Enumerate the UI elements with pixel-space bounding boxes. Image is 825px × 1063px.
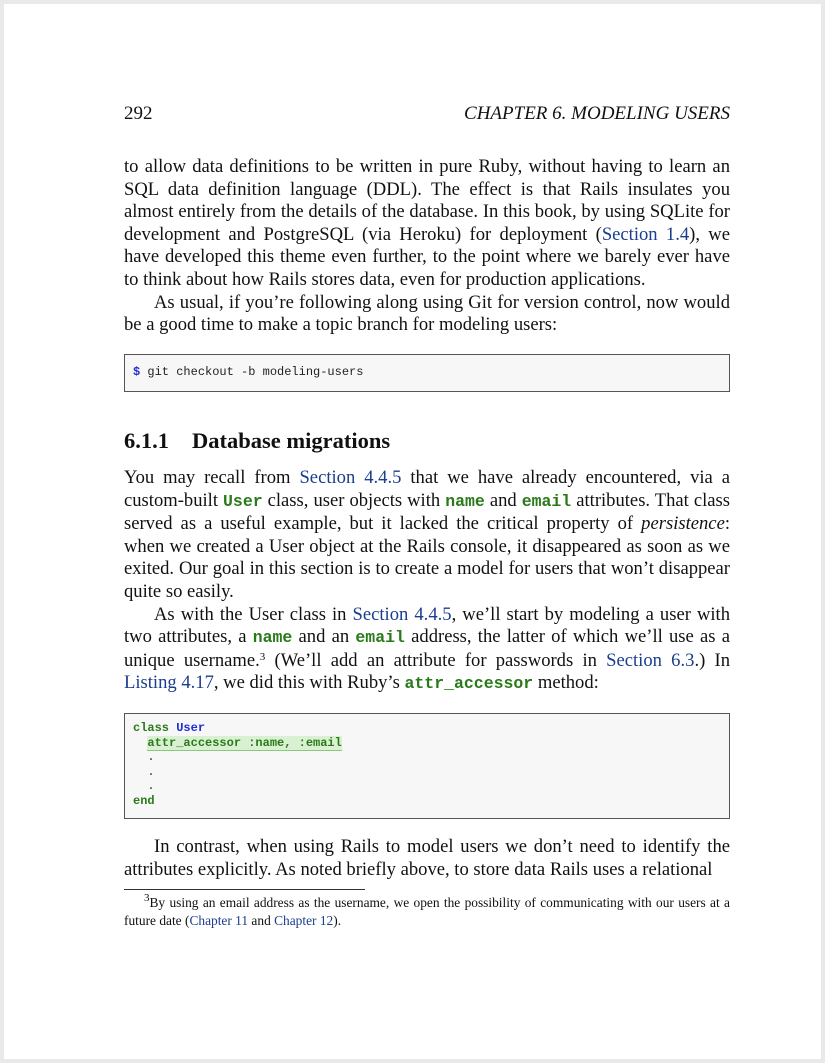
link-section-4-4-5[interactable]: Section 4.4.5 bbox=[352, 603, 452, 625]
book-page bbox=[4, 4, 821, 1059]
section-number: 6.1.1 bbox=[124, 428, 169, 453]
page-number: 292 bbox=[124, 103, 153, 124]
code-line: . bbox=[147, 779, 155, 794]
footnote-marker[interactable]: 3 bbox=[259, 650, 266, 663]
section-title: Database migrations bbox=[192, 428, 391, 453]
link-chapter-11[interactable]: Chapter 11 bbox=[189, 912, 249, 928]
footnote-rule bbox=[124, 889, 365, 890]
code-email: email bbox=[521, 491, 572, 511]
code-user: User bbox=[223, 491, 263, 511]
code-line: . bbox=[147, 750, 155, 765]
paragraph-text: to allow data definitions to be written in pure Ruby, without having to learn an SQL data definition language (DDL). The effect is that Rails insulates you almost entirely from the details of the database. In this book, by using SQLite for development and PostgreSQL (via Heroku) for deployment ( bbox=[124, 156, 730, 245]
paragraph-5: In contrast, when using Rails to model users we don’t need to identify the attributes explicitly. As noted briefly above, to store data Rails uses a relational bbox=[124, 836, 730, 880]
code-line: class User bbox=[133, 721, 206, 735]
code-name: name bbox=[252, 628, 293, 648]
code-block-user-class bbox=[124, 713, 730, 819]
footnote: $^3$By using an email address as the username, we open the possibility of communicating with our users at a future date (Chapter 11 and Chapter 12). bbox=[124, 892, 730, 928]
paragraph-text: As usual, if you’re following along using Git for version control, now would be a good time to make a topic branch for modeling users: bbox=[124, 291, 730, 336]
shell-command: git checkout -b modeling-users bbox=[140, 365, 364, 379]
link-listing-4-17[interactable]: Listing 4.17 bbox=[124, 672, 214, 694]
footnote-number: 3 bbox=[144, 892, 150, 904]
code-line: end bbox=[133, 793, 155, 808]
link-section-6-3[interactable]: Section 6.3 bbox=[606, 649, 695, 671]
code-name: name bbox=[445, 491, 485, 511]
paragraph-3: You may recall from Section 4.4.5 that we have already encountered, via a custom-built User class, user objects with name and email attributes. That class served as a useful example, but it lacked the critical property of persistence: when we created a User object at the Rails console, it disappeared as soon as we exited. Our goal in this section is to create a model for users that won’t disappear quite so easily. bbox=[124, 467, 731, 602]
code-email: email bbox=[355, 628, 405, 648]
paragraph-2 bbox=[124, 292, 730, 337]
chapter-title: CHAPTER 6. MODELING USERS bbox=[464, 103, 730, 124]
paragraph-4: As with the User class in Section 4.4.5, we’ll start by modeling a user with two attributes, a name and an email address, the latter of which we’ll use as a unique username.$^3$ (We’ll add an attribute for passwords in Section 6.3.) In Listing 4.17, we did this with Ruby’s attr_accessor method: bbox=[124, 603, 731, 694]
code-attr-accessor: attr_accessor bbox=[404, 674, 534, 694]
link-chapter-12[interactable]: Chapter 12 bbox=[274, 912, 334, 928]
shell-prompt: $ bbox=[133, 365, 141, 379]
emphasis-persistence: persistence bbox=[641, 513, 725, 535]
section-heading bbox=[124, 428, 390, 454]
link-section-4-4-5[interactable]: Section 4.4.5 bbox=[299, 467, 402, 488]
link-section-1-4[interactable]: Section 1.4 bbox=[601, 223, 690, 245]
code-line: . bbox=[147, 764, 155, 779]
code-block-git bbox=[124, 354, 730, 392]
paragraph-text: ), we have developed this theme even further, to the point where we barely ever have to think about how Rails stores data, even for production applications. bbox=[124, 223, 730, 290]
code-line: attr_accessor :name, :email bbox=[147, 735, 342, 750]
paragraph-1 bbox=[124, 156, 730, 292]
